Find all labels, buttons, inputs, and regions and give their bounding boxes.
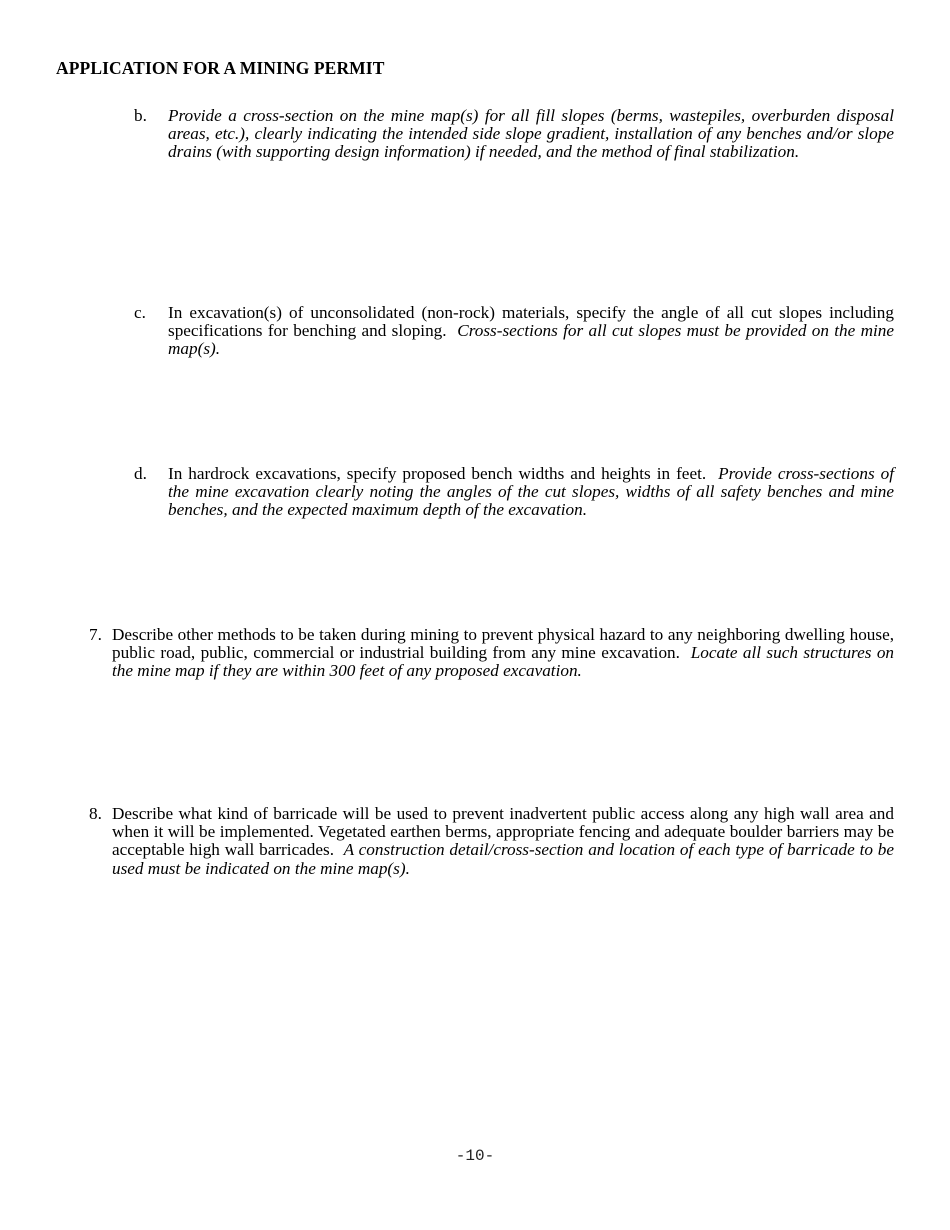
- item-marker-d: d.: [134, 464, 147, 483]
- question-item-8: [89, 804, 895, 878]
- item-text-b: [168, 107, 894, 162]
- item-b-instruction: Provide a cross-section on the mine map(s) for all fill slopes (berms, wastepiles, overburden disposal areas, etc.), clearly indicating the intended side slope gradient, installation of any benches and/or slope drains (with supporting design information) if needed, and the method of final stabilization.: [168, 106, 894, 162]
- page-number: -10-: [455, 1147, 495, 1165]
- question-item-d: [134, 464, 894, 520]
- question-item-c: [134, 303, 894, 359]
- item-8-question: Describe what kind of barricade will be used to prevent inadvertent public access along any high wall area and when it will be implemented. Vegetated earthen berms, appropriate fencing and adequate boulder barriers may be acceptable high wall barricades.: [112, 804, 894, 860]
- item-marker-b: b.: [134, 106, 147, 125]
- page-title: APPLICATION FOR A MINING PERMIT: [56, 58, 385, 78]
- item-text-d: [168, 465, 894, 520]
- item-marker-7: 7.: [89, 625, 102, 644]
- item-8-instruction: A construction detail/cross-section and location of each type of barricade to be used must be indicated on the mine map(s).: [112, 840, 895, 878]
- item-7-question: Describe other methods to be taken during mining to prevent physical hazard to any neighboring dwelling house, public road, public, commercial or industrial building from any mine excavation.: [112, 625, 894, 663]
- item-marker-8: 8.: [89, 804, 102, 823]
- item-d-instruction: Provide cross-sections of the mine excavation clearly noting the angles of the cut slopes, widths of all safety benches and mine benches, and the expected maximum depth of the excavation.: [168, 464, 894, 520]
- item-c-question: In excavation(s) of unconsolidated (non-rock) materials, specify the angle of all cut slopes including specifications for benching and sloping.: [168, 303, 894, 341]
- item-text-7: [112, 626, 894, 681]
- question-item-7: [89, 625, 895, 681]
- item-c-instruction: Cross-sections for all cut slopes must be provided on the mine map(s).: [168, 321, 894, 359]
- item-text-c: [168, 304, 894, 359]
- item-marker-c: c.: [134, 303, 146, 322]
- item-d-question: In hardrock excavations, specify proposed bench widths and heights in feet.: [168, 464, 707, 483]
- item-7-instruction: Locate all such structures on the mine map if they are within 300 feet of any proposed excavation.: [112, 643, 895, 681]
- item-text-8: [112, 805, 894, 878]
- question-item-b: [134, 106, 894, 162]
